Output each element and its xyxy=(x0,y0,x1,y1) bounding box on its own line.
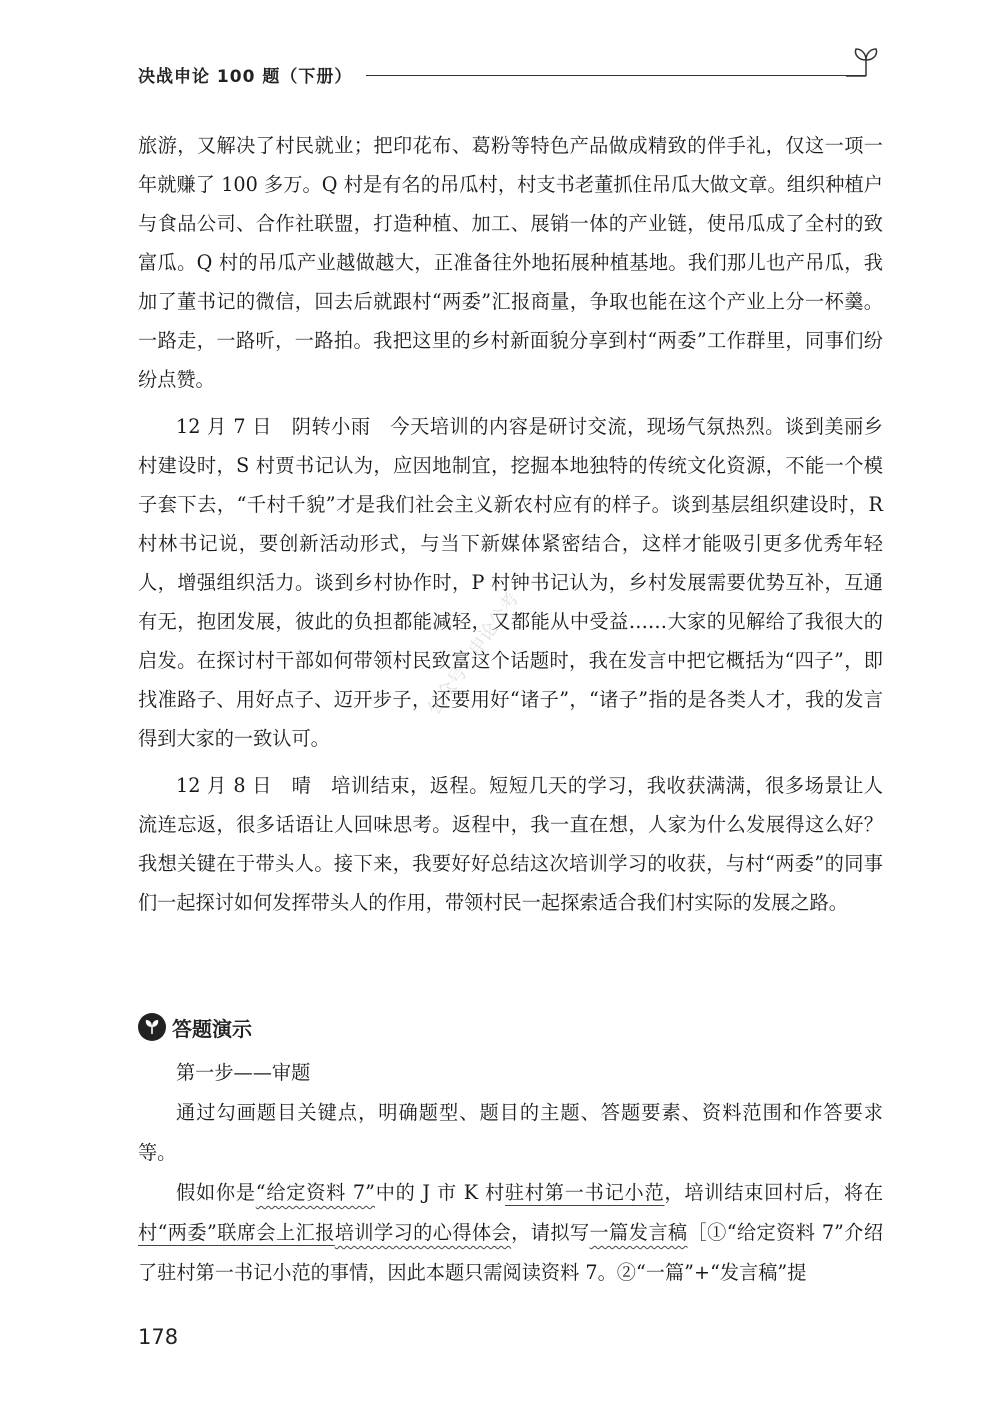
step-title: 第一步——审题 xyxy=(176,1061,311,1084)
step-intro: 通过勾画题目关键点，明确题型、题目的主题、答题要素、资料范围和作答要求等。 xyxy=(138,1101,883,1164)
sprout-icon xyxy=(846,46,886,82)
text-run: 中的 J 市 K 村 xyxy=(374,1181,505,1204)
running-header xyxy=(138,46,898,86)
answer-demo-text xyxy=(138,1053,883,1293)
keyword-underline: 驻村第一书记小范 xyxy=(504,1181,665,1204)
text-run: ［①“给定资料 7”介绍了驻村第一书记小范的事情，因此本题只需阅读资料 7。②“一篇”+“发言稿”提 xyxy=(138,1221,884,1284)
sprout-icon xyxy=(138,1013,166,1041)
keyword-wavy: 培训学习的心得体会 xyxy=(334,1221,512,1244)
book-title: 决战申论 100 题（下册） xyxy=(138,67,353,87)
header-rule xyxy=(366,75,866,76)
keyword-underline: 村“两委”联席会上汇报 xyxy=(138,1221,335,1244)
text-run: ，请拟写 xyxy=(511,1221,590,1244)
section-heading xyxy=(138,1010,252,1044)
text-run: ，培训结束回村后，将在 xyxy=(664,1181,884,1204)
diary-text xyxy=(138,126,883,922)
section-title: 答题演示 xyxy=(172,1016,252,1041)
paragraph: 旅游，又解决了村民就业；把印花布、葛粉等特色产品做成精致的伴手礼，仅这一项一年就赚了 100 多万。Q 村是有名的吊瓜村，村支书老董抓住吊瓜大做文章。组织种植户与食品公司、合作社联盟，打造种植、加工、展销一体的产业链，使吊瓜成了全村的致富瓜。Q 村的吊瓜产业越做越大，正准备往外地拓展种植基地。我们那儿也产吊瓜，我加了董书记的微信，回去后就跟村“两委”汇报商量，争取也能在这个产业上分一杯羹。一路走，一路听，一路拍。我把这里的乡村新面貌分享到村“两委”工作群里，同事们纷纷点赞。 xyxy=(138,134,883,391)
text-run: 假如你是 xyxy=(176,1181,256,1204)
question-text xyxy=(138,1173,883,1293)
watermark: 公众号：申论公考 xyxy=(423,588,524,719)
keyword-wavy: 一篇发言稿 xyxy=(589,1221,688,1244)
paragraph: 12 月 7 日 阴转小雨 今天培训的内容是研讨交流，现场气氛热烈。谈到美丽乡村建设时，S 村贾书记认为，应因地制宜，挖掘本地独特的传统文化资源，不能一个模子套下去，“千村千貌”才是我们社会主义新农村应有的样子。谈到基层组织建设时，R 村林书记说，要创新活动形式，与当下新媒体紧密结合，这样才能吸引更多优秀年轻人，增强组织活力。谈到乡村协作时，P 村钟书记认为，乡村发展需要优势互补，互通有无，抱团发展，彼此的负担都能减轻，又都能从中受益……大家的见解给了我很大的启发。在探讨村干部如何带领村民致富这个话题时，我在发言中把它概括为“四子”，即找准路子、用好点子、迈开步子，还要用好“诸子”，“诸子”指的是各类人才，我的发言得到大家的一致认可。 xyxy=(138,415,883,750)
page-number: 178 xyxy=(138,1325,179,1349)
keyword-wavy: “给定资料 7” xyxy=(255,1181,375,1204)
paragraph: 12 月 8 日 晴 培训结束，返程。短短几天的学习，我收获满满，很多场景让人流连忘返，很多话语让人回味思考。返程中，我一直在想，人家为什么发展得这么好？我想关键在于带头人。接下来，我要好好总结这次培训学习的收获，与村“两委”的同事们一起探讨如何发挥带头人的作用，带领村民一起探索适合我们村实际的发展之路。 xyxy=(138,774,883,914)
